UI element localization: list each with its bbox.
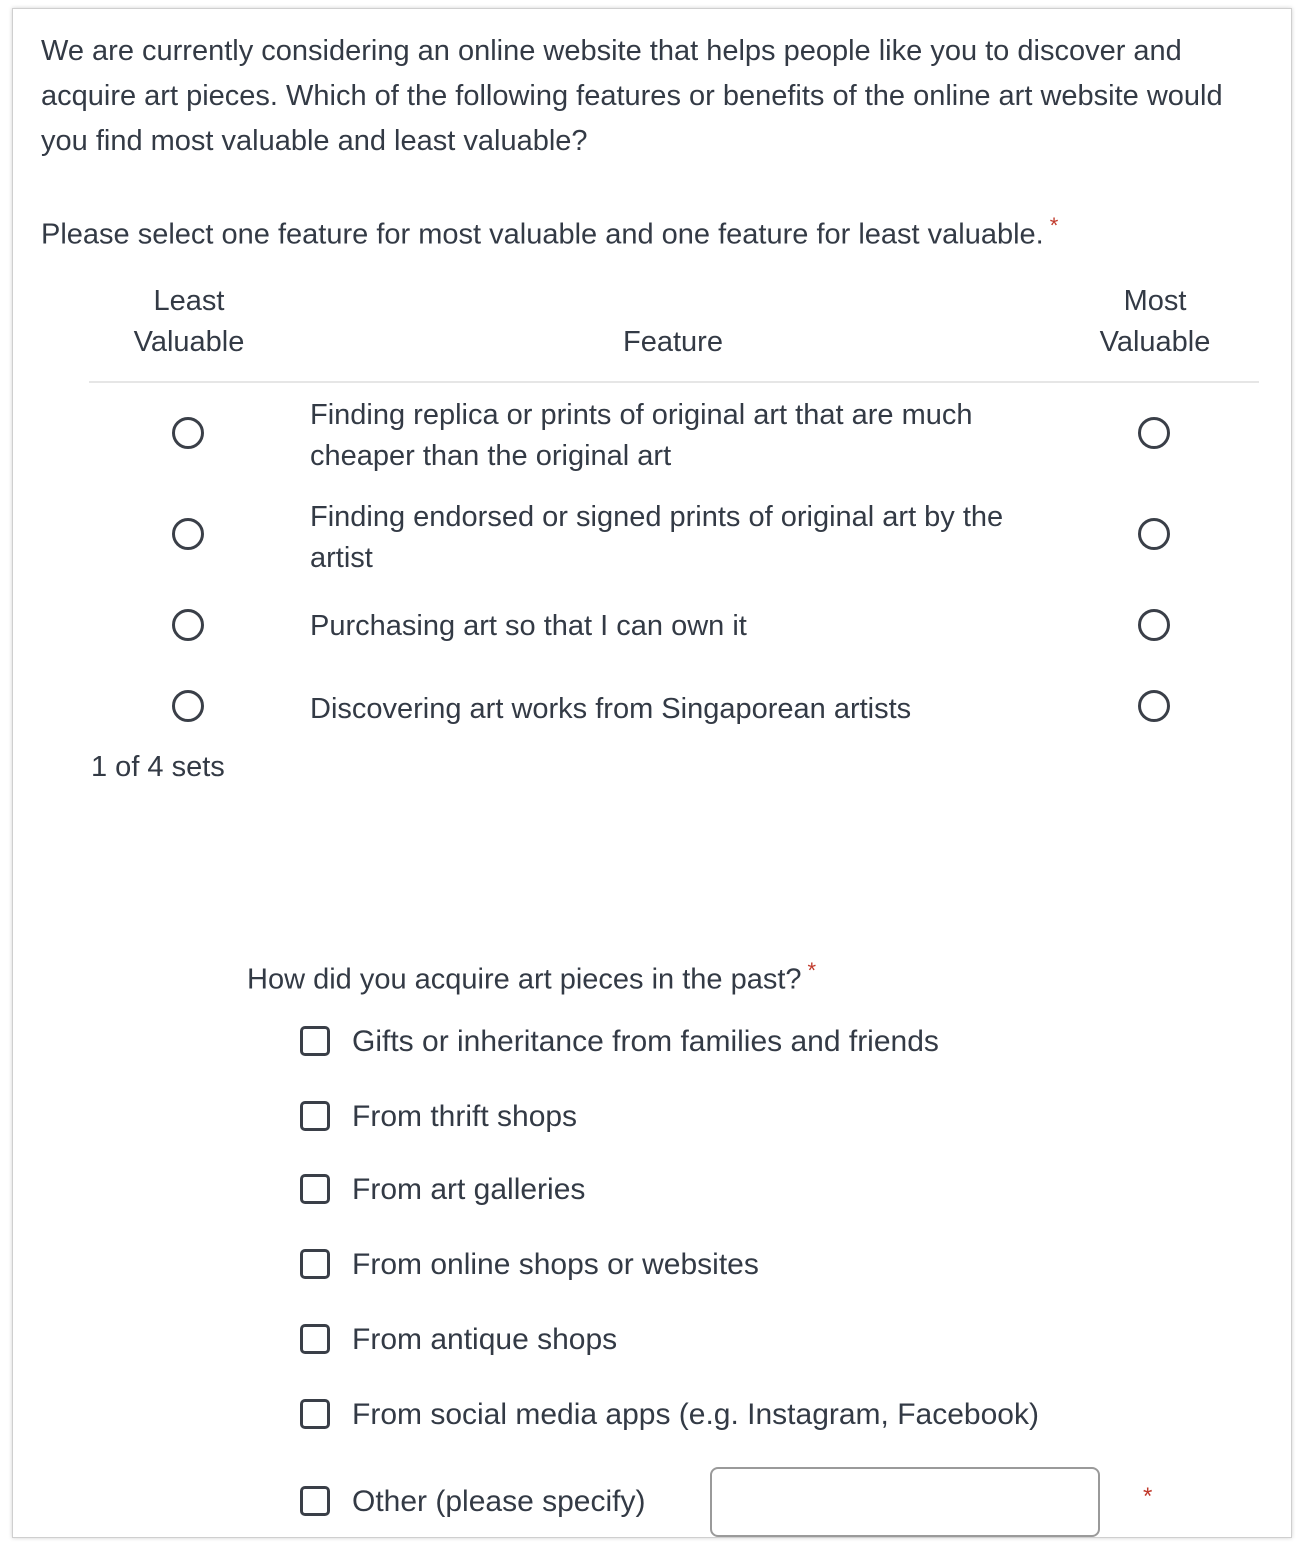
required-marker: * [807, 958, 817, 983]
least-valuable-radio[interactable] [172, 518, 204, 550]
required-marker: * [1049, 213, 1059, 238]
checkbox-label[interactable]: From thrift shops [352, 1100, 578, 1133]
most-valuable-radio[interactable] [1138, 417, 1170, 449]
checkbox-label[interactable]: From social media apps (e.g. Instagram, Facebook) [352, 1398, 1039, 1431]
least-valuable-radio[interactable] [172, 417, 204, 449]
survey-card [12, 8, 1292, 1538]
header-divider [89, 381, 1259, 383]
least-valuable-radio[interactable] [172, 690, 204, 722]
header-least-line1: Least [153, 285, 225, 317]
checkbox[interactable] [300, 1324, 330, 1354]
checkbox-label[interactable]: Gifts or inheritance from families and friends [352, 1025, 939, 1058]
checkbox[interactable] [300, 1399, 330, 1429]
checkbox-label[interactable]: From antique shops [352, 1323, 618, 1356]
other-required-marker: * [1143, 1483, 1153, 1510]
most-valuable-radio[interactable] [1138, 690, 1170, 722]
checkbox-label[interactable]: From art galleries [352, 1173, 586, 1206]
header-most-line2: Valuable [1099, 326, 1211, 358]
instruction-text: Please select one feature for most valuable and one feature for least valuable. [41, 218, 1044, 251]
feature-label: Finding endorsed or signed prints of original art by the artist [310, 501, 1004, 574]
feature-label: Discovering art works from Singaporean artists [310, 693, 912, 725]
checkbox-label[interactable]: From online shops or websites [352, 1248, 759, 1281]
header-most-line1: Most [1123, 285, 1187, 317]
question-2-text: How did you acquire art pieces in the past? [247, 963, 802, 996]
question-1-text: We are currently considering an online website that helps people like you to discover and acquire art pieces. Which of the following features or benefits of the online art website would you find most valuable and least valuable? [41, 35, 1223, 157]
most-valuable-radio[interactable] [1138, 609, 1170, 641]
most-valuable-radio[interactable] [1138, 518, 1170, 550]
checkbox-label[interactable]: Other (please specify) [352, 1485, 646, 1518]
other-specify-input[interactable] [710, 1467, 1100, 1537]
least-valuable-radio[interactable] [172, 609, 204, 641]
checkbox[interactable] [300, 1486, 330, 1516]
header-feature: Feature [623, 326, 723, 358]
header-least-line2: Valuable [133, 326, 245, 358]
header-least-valuable [109, 281, 269, 363]
feature-label: Finding replica or prints of original art that are much cheaper than the original art [310, 399, 973, 472]
question-2-title [247, 951, 816, 1000]
checkbox[interactable] [300, 1174, 330, 1204]
checkbox[interactable] [300, 1101, 330, 1131]
question-1-instruction [41, 206, 1261, 255]
feature-label: Purchasing art so that I can own it [310, 610, 747, 642]
checkbox[interactable] [300, 1249, 330, 1279]
set-indicator: 1 of 4 sets [91, 751, 225, 783]
header-most-valuable [1075, 281, 1235, 363]
checkbox[interactable] [300, 1026, 330, 1056]
